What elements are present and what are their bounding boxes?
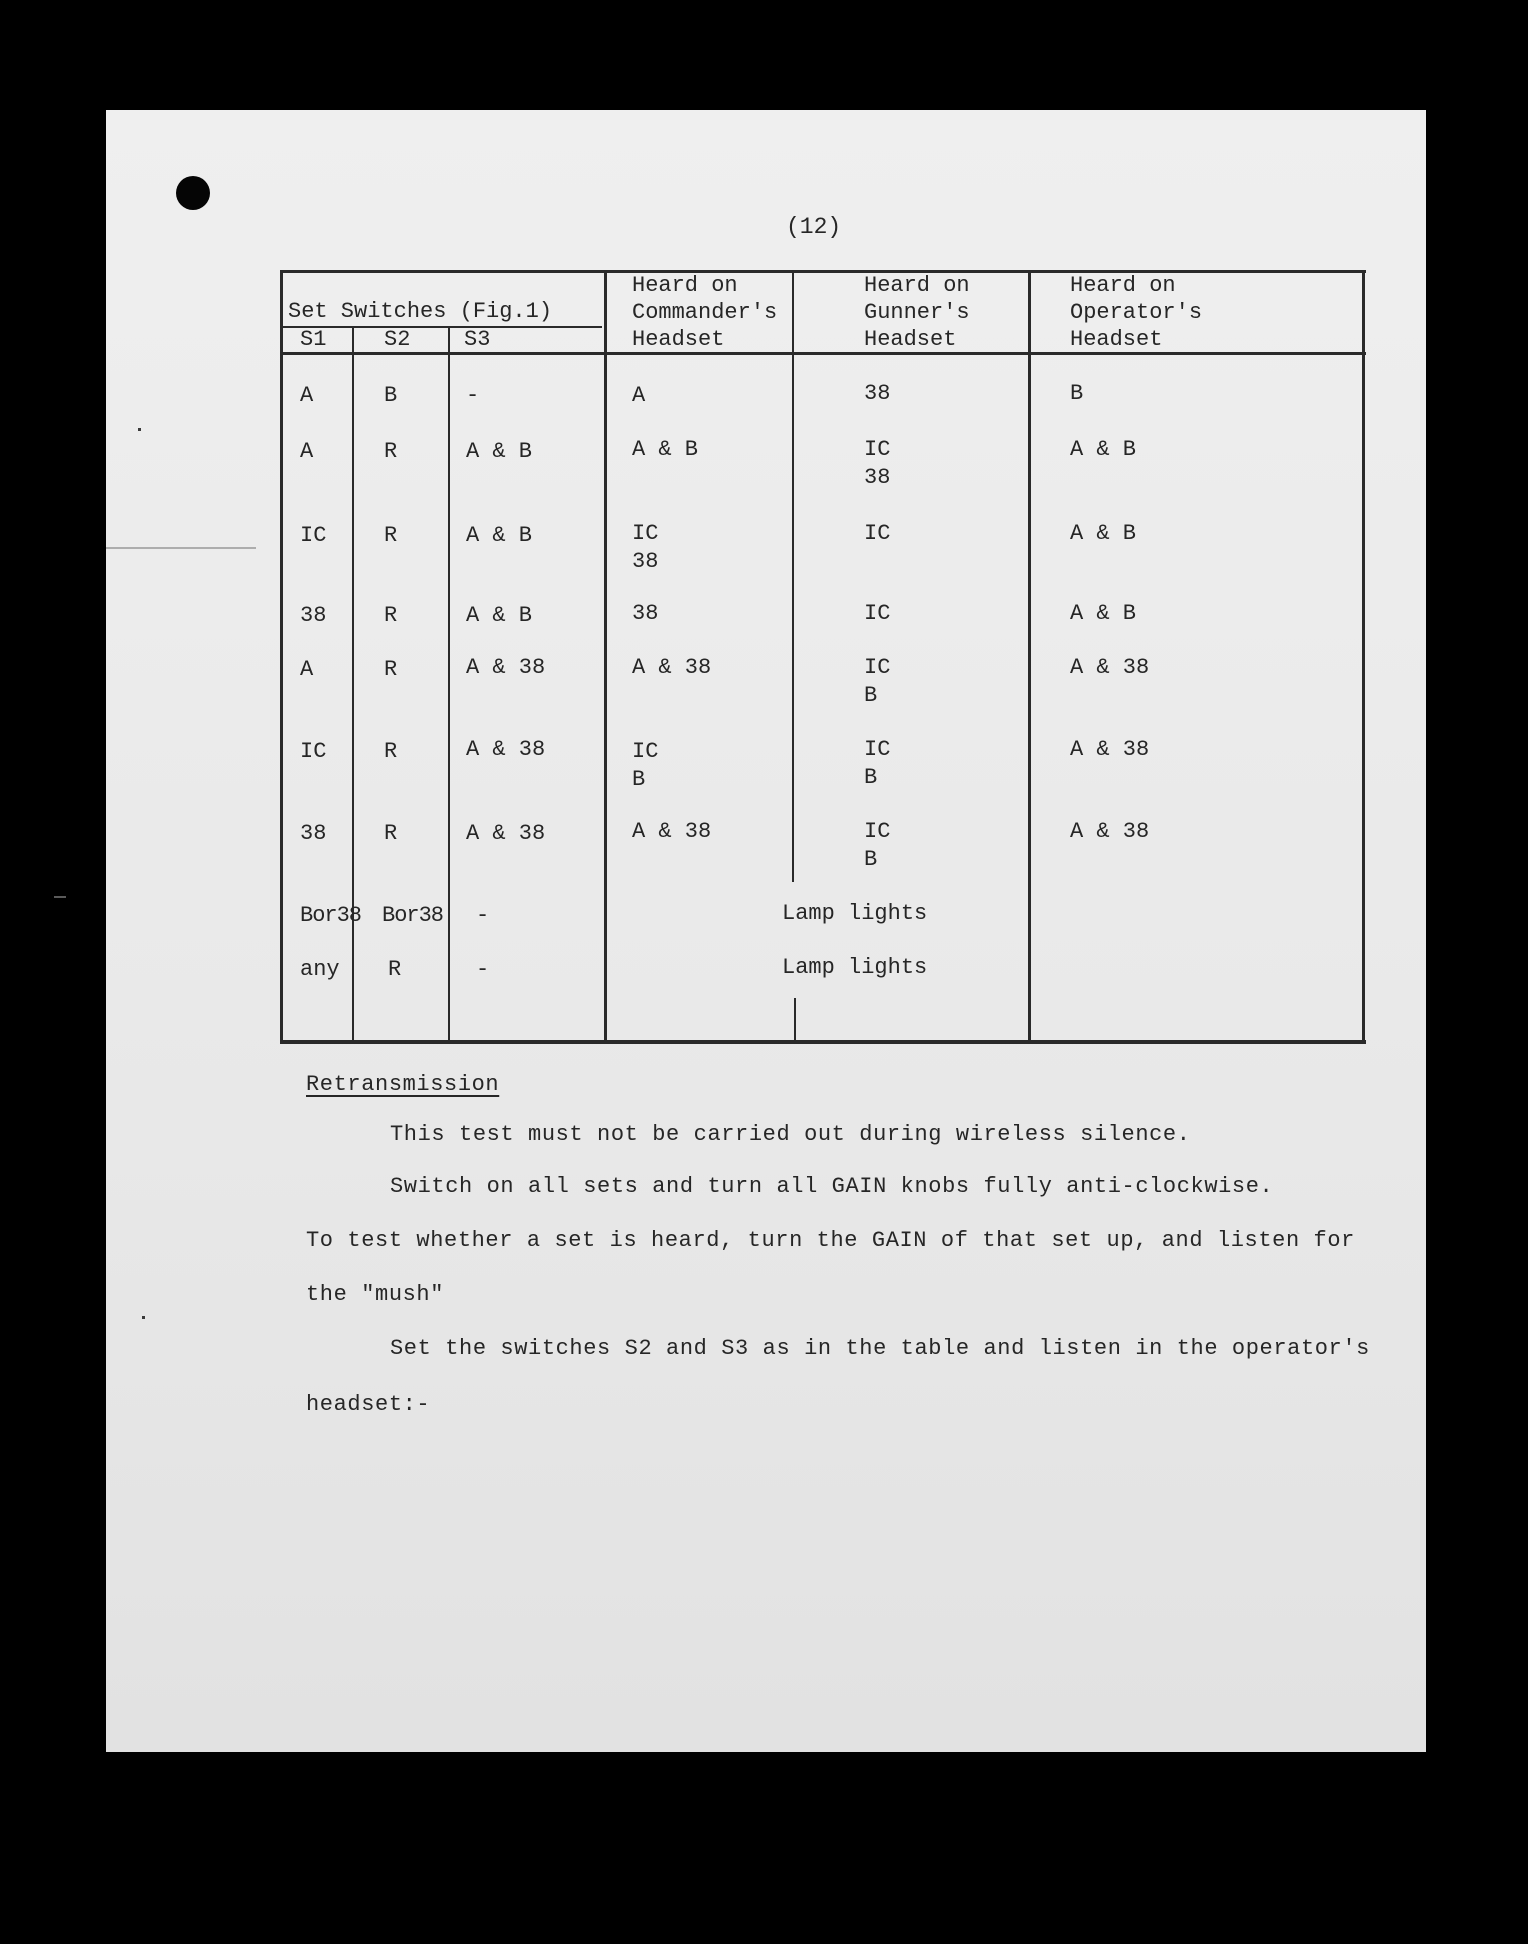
row-8-s1: Bor38	[300, 903, 362, 928]
paragraph-1: This test must not be carried out during wireless silence.	[390, 1122, 1191, 1147]
row-8-lamp: Lamp lights	[782, 901, 928, 926]
row-7-operator: A & 38	[1070, 819, 1150, 844]
row-2-gunner: IC 38	[864, 437, 891, 490]
paragraph-3-line1: To test whether a set is heard, turn the GAIN of that set up, and listen for	[306, 1228, 1355, 1253]
row-9-s3: -	[476, 957, 490, 982]
header-commander-line2: Commander's	[632, 300, 778, 325]
row-1-commander: A	[632, 383, 646, 408]
row-2-operator: A & B	[1070, 437, 1137, 462]
row-5-s1: A	[300, 657, 314, 682]
header-operator-line2: Operator's	[1070, 300, 1203, 325]
row-2-s2: R	[384, 439, 398, 464]
header-bottom-rule	[280, 352, 1366, 355]
row-7-s2: R	[384, 821, 398, 846]
row-5-gunner: IC B	[864, 655, 891, 708]
scan-speck	[142, 1316, 145, 1319]
row-1-operator: B	[1070, 381, 1084, 406]
row-3-operator: A & B	[1070, 521, 1137, 546]
row-4-commander: 38	[632, 601, 659, 626]
row-5-s2: R	[384, 657, 398, 682]
row-5-commander: A & 38	[632, 655, 712, 680]
row-9-s2: R	[388, 957, 402, 982]
row-2-commander: A & B	[632, 437, 699, 462]
row-2-s3: A & B	[466, 439, 533, 464]
row-4-gunner: IC	[864, 601, 891, 626]
document-page	[106, 110, 1426, 1752]
header-s3: S3	[464, 327, 491, 352]
row-6-operator: A & 38	[1070, 737, 1150, 762]
row-1-s1: A	[300, 383, 314, 408]
row-7-s3: A & 38	[466, 821, 546, 846]
row-6-s3: A & 38	[466, 737, 546, 762]
row-9-lamp: Lamp lights	[782, 955, 928, 980]
row-7-commander: A & 38	[632, 819, 712, 844]
header-s1: S1	[300, 327, 327, 352]
row-4-s3: A & B	[466, 603, 533, 628]
paragraph-2: Switch on all sets and turn all GAIN knobs fully anti-clockwise.	[390, 1174, 1274, 1199]
switch-test-table	[280, 270, 1366, 1044]
row-6-gunner: IC B	[864, 737, 891, 790]
scan-mark	[106, 547, 256, 549]
row-9-s1: any	[300, 957, 340, 982]
col-rule-s1	[352, 326, 354, 1044]
col-rule-gunner	[1028, 270, 1031, 1044]
row-3-gunner: IC	[864, 521, 891, 546]
table-bottom-rule	[280, 1040, 1366, 1044]
paragraph-3-line2: the "mush"	[306, 1282, 445, 1307]
row-3-commander: IC 38	[632, 521, 659, 574]
row-5-s3: A & 38	[466, 655, 546, 680]
row-4-operator: A & B	[1070, 601, 1137, 626]
header-commander-line3: Headset	[632, 327, 725, 352]
col-rule-commander	[792, 270, 794, 882]
table-top-rule	[280, 270, 1366, 273]
row-6-commander: IC B	[632, 739, 659, 792]
scan-mark	[54, 896, 66, 898]
header-gunner-line2: Gunner's	[864, 300, 970, 325]
col-rule-s3	[604, 270, 607, 1044]
row-2-s1: A	[300, 439, 314, 464]
header-s2: S2	[384, 327, 411, 352]
table-left-rule	[280, 270, 283, 1044]
col-rule-s2	[448, 326, 450, 1044]
table-right-rule	[1362, 270, 1365, 1044]
row-1-s2: B	[384, 383, 398, 408]
header-gunner-line3: Headset	[864, 327, 957, 352]
col-rule-commander-lower	[794, 998, 796, 1044]
paragraph-4-line1: Set the switches S2 and S3 as in the table and listen in the operator's	[390, 1336, 1370, 1361]
section-heading: Retransmission	[306, 1072, 500, 1097]
row-6-s1: IC	[300, 739, 327, 764]
row-5-operator: A & 38	[1070, 655, 1150, 680]
row-3-s2: R	[384, 523, 398, 548]
paragraph-4-line2: headset:-	[306, 1392, 431, 1417]
group-underline	[280, 326, 602, 328]
header-gunner-line1: Heard on	[864, 273, 970, 298]
scan-speck	[138, 428, 141, 431]
page-number: (12)	[786, 214, 842, 240]
row-1-gunner: 38	[864, 381, 891, 406]
row-3-s3: A & B	[466, 523, 533, 548]
header-commander-line1: Heard on	[632, 273, 738, 298]
row-8-s2: Bor38	[382, 903, 444, 928]
row-3-s1: IC	[300, 523, 327, 548]
header-set-switches: Set Switches (Fig.1)	[288, 299, 553, 324]
row-6-s2: R	[384, 739, 398, 764]
row-7-s1: 38	[300, 821, 327, 846]
row-1-s3: -	[466, 383, 480, 408]
header-operator-line3: Headset	[1070, 327, 1163, 352]
header-operator-line1: Heard on	[1070, 273, 1176, 298]
punch-hole	[176, 176, 210, 210]
row-4-s2: R	[384, 603, 398, 628]
row-7-gunner: IC B	[864, 819, 891, 872]
row-8-s3: -	[476, 903, 490, 928]
row-4-s1: 38	[300, 603, 327, 628]
